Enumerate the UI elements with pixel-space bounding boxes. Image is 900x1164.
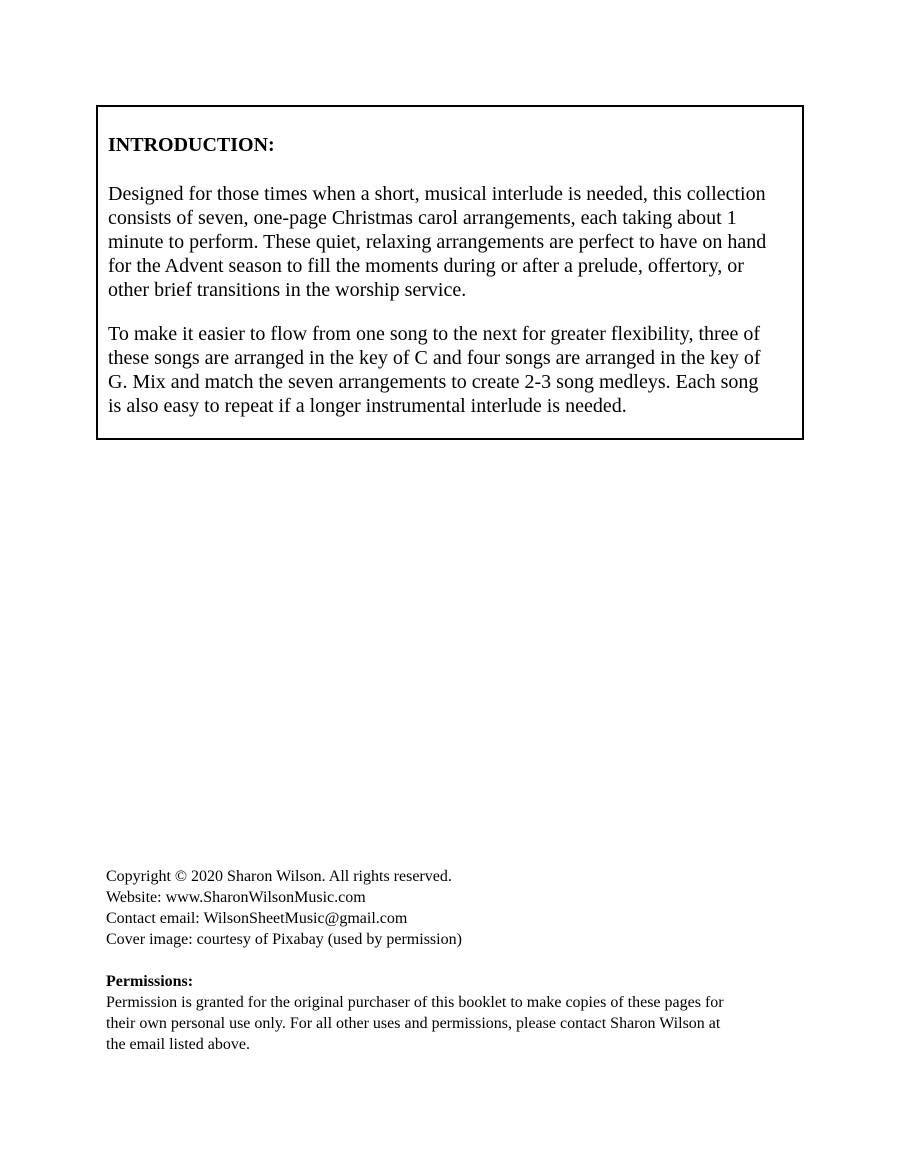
permissions-line: Permission is granted for the original purchaser of this booklet to make copies of these pages for [106, 994, 724, 1011]
paragraph-line: consists of seven, one-page Christmas carol arrangements, each taking about 1 [108, 207, 737, 229]
permissions-line: their own personal use only. For all other uses and permissions, please contact Sharon Wilson at [106, 1015, 721, 1032]
introduction-paragraph-1 [108, 182, 792, 302]
paragraph-line: for the Advent season to fill the moments during or after a prelude, offertory, or [108, 255, 744, 277]
copyright-info-block [106, 866, 806, 1055]
website-line: Website: www.SharonWilsonMusic.com [106, 889, 366, 906]
permissions-line: the email listed above. [106, 1036, 250, 1053]
permissions-heading: Permissions: [106, 973, 194, 990]
introduction-heading: INTRODUCTION: [108, 134, 275, 156]
introduction-box [96, 105, 804, 440]
paragraph-line: other brief transitions in the worship service. [108, 279, 467, 301]
contact-email-line: Contact email: WilsonSheetMusic@gmail.com [106, 910, 408, 927]
introduction-paragraph-2 [108, 322, 792, 418]
paragraph-line: G. Mix and match the seven arrangements to create 2-3 song medleys. Each song [108, 371, 759, 393]
paragraph-line: these songs are arranged in the key of C and four songs are arranged in the key of [108, 347, 761, 369]
paragraph-line: minute to perform. These quiet, relaxing arrangements are perfect to have on hand [108, 231, 767, 253]
cover-image-credit-line: Cover image: courtesy of Pixabay (used by permission) [106, 931, 462, 948]
paragraph-line: To make it easier to flow from one song to the next for greater flexibility, three of [108, 323, 761, 345]
paragraph-line: is also easy to repeat if a longer instrumental interlude is needed. [108, 395, 627, 417]
copyright-line: Copyright © 2020 Sharon Wilson. All rights reserved. [106, 868, 452, 885]
paragraph-line: Designed for those times when a short, musical interlude is needed, this collection [108, 183, 766, 205]
